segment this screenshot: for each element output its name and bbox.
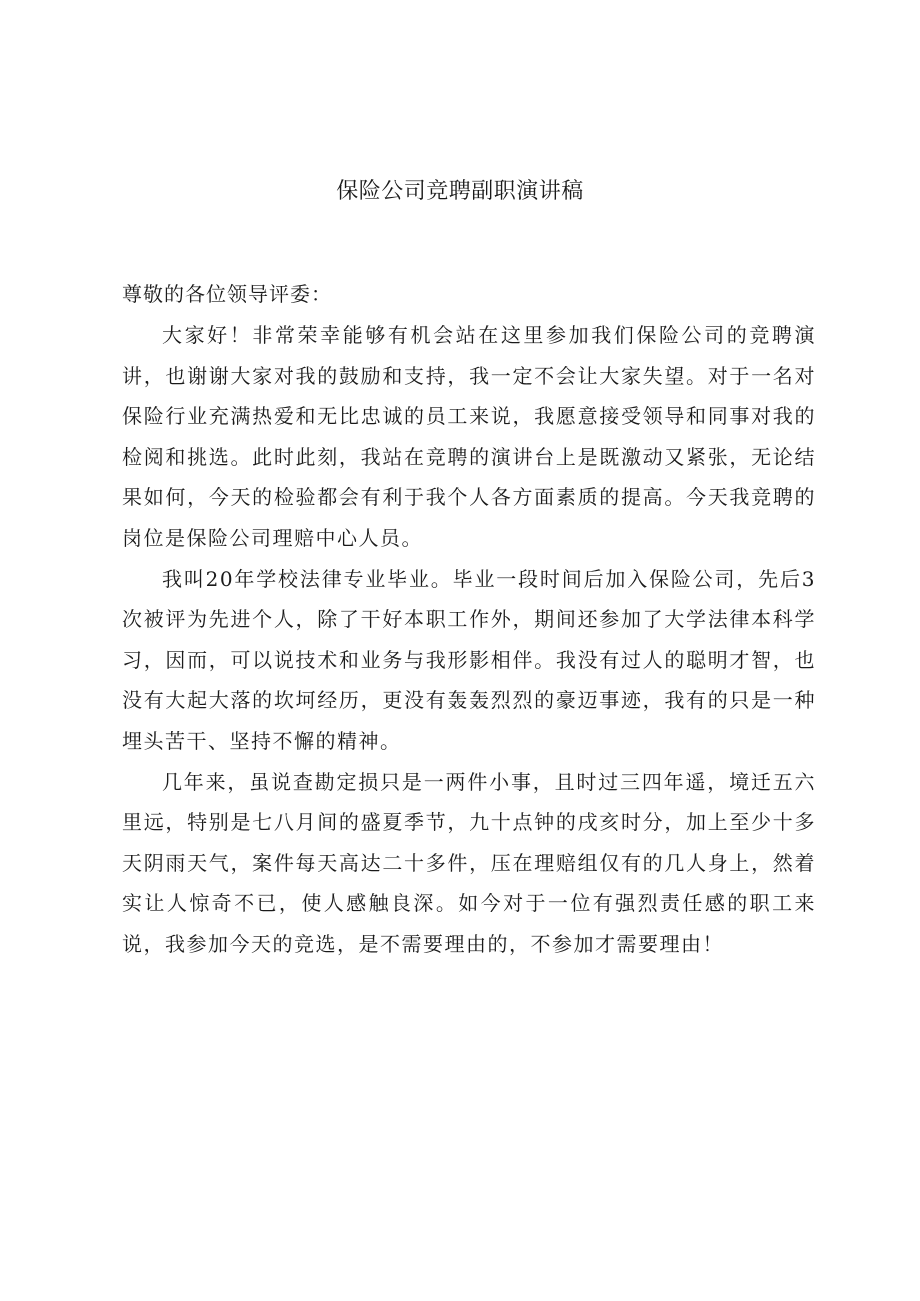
salutation: 尊敬的各位领导评委： xyxy=(122,282,332,306)
paragraph-greeting: 大家好！非常荣幸能够有机会站在这里参加我们保险公司的竞聘演讲，也谢谢大家对我的鼓励和支持，我一定不会让大家失望。对于一名对保险行业充满热爱和无比忠诚的员工来说，我愿意接受领导和同事对我的检阅和挑选。此时此刻，我站在竞聘的演讲台上是既激动又紧张，无论结果如何，今天的检验都会有利于我个人各方面素质的提高。今天我竞聘的岗位是保险公司理赔中心人员。 xyxy=(122,323,816,550)
paragraph-motivation: 几年来，虽说查勘定损只是一两件小事，且时过三四年遥，境迁五六里远，特别是七八月间的盛夏季节，九十点钟的戌亥时分，加上至少十多天阴雨天气，案件每天高达二十多件，压在理赔组仅有的几人身上，然着实让人惊奇不已，使人感触良深。如今对于一位有强烈责任感的职工来说，我参加今天的竞选，是不需要理由的，不参加才需要理由！ xyxy=(122,769,816,956)
document-title: 保险公司竞聘副职演讲稿 xyxy=(336,179,584,204)
paragraph-background: 我叫20年学校法律专业毕业。毕业一段时间后加入保险公司，先后3次被评为先进个人，除了干好本职工作外，期间还参加了大学法律本科学习，因而，可以说技术和业务与我形影相伴。我没有过人的聪明才智，也没有大起大落的坎坷经历，更没有轰轰烈烈的豪迈事迹，我有的只是一种埋头苦干、坚持不懈的精神。 xyxy=(122,566,816,753)
document-body xyxy=(122,273,816,965)
